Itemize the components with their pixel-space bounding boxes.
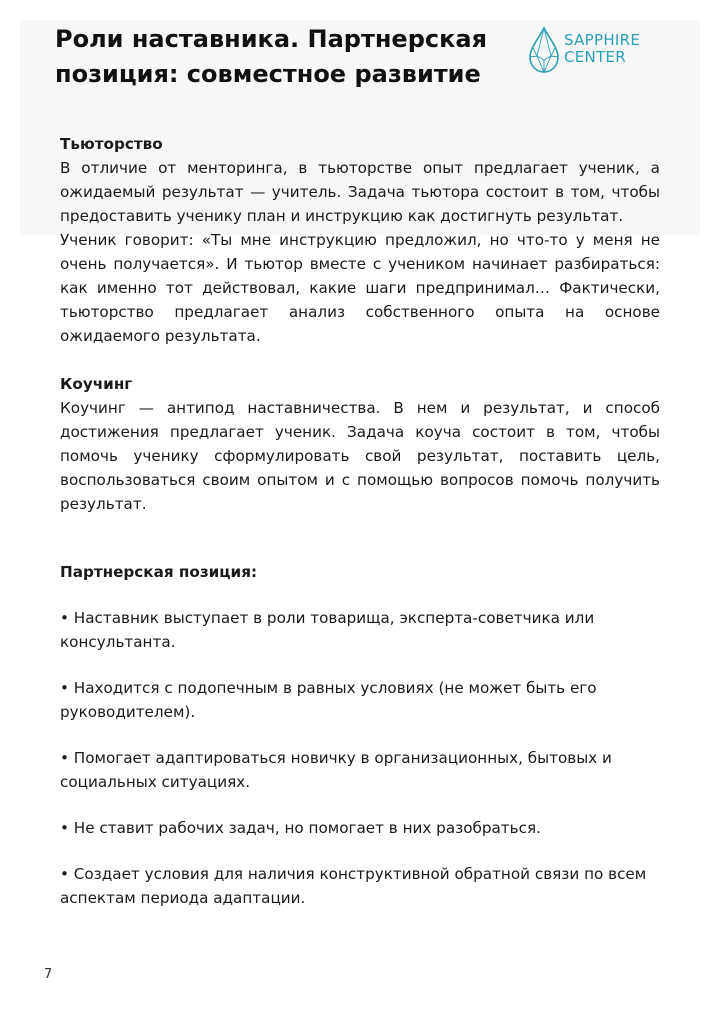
section-heading-partner: Партнерская позиция: xyxy=(60,563,258,581)
tutoring-paragraph-2: Ученик говорит: «Ты мне инструкцию предложил, но что-то у меня не очень получается». И тьютор вместе с учеником начинает разбираться: как именно тот действовал, какие шаги предпринимал… Фактически, тьюторство предлагает анализ собственного опыта на основе ожидаемого результата. xyxy=(60,231,660,345)
logo-line-2: CENTER xyxy=(564,48,627,66)
sapphire-drop-icon xyxy=(527,26,561,74)
tutoring-paragraph-1: В отличие от менторинга, в тьюторстве опыт предлагает ученик, а ожидаемый результат — учитель. Задача тьютора состоит в том, чтобы предоставить ученику план и инструкцию как достигнуть результат. xyxy=(60,159,660,225)
list-item: • Создает условия для наличия конструктивной обратной связи по всем аспектам периода адаптации. xyxy=(60,865,647,907)
logo-text xyxy=(564,32,640,66)
list-item: • Находится с подопечным в равных условиях (не может быть его руководителем). xyxy=(60,679,597,721)
page-title: Роли наставника. Партнерская позиция: совместное развитие xyxy=(55,25,488,88)
coaching-paragraph: Коучинг — антипод наставничества. В нем и результат, и способ достижения предлагает ученик. Задача коуча состоит в том, чтобы помочь ученику сформулировать свой результат, поставить цель, воспользоваться своим опытом и с помощью вопросов помочь получить результат. xyxy=(60,399,660,513)
partner-bullet-list xyxy=(60,606,660,910)
list-item: • Наставник выступает в роли товарища, эксперта-советчика или консультанта. xyxy=(60,609,595,651)
logo-line-1: SAPPHIRE xyxy=(564,31,641,49)
spacer xyxy=(60,516,660,560)
section-heading-tutoring: Тьюторство xyxy=(60,135,163,153)
sapphire-center-logo xyxy=(527,26,667,76)
page-number: 7 xyxy=(44,967,53,982)
main-content xyxy=(60,132,660,932)
section-heading-coaching: Коучинг xyxy=(60,375,133,393)
list-item: • Помогает адаптироваться новичку в организационных, бытовых и социальных ситуациях. xyxy=(60,749,612,791)
spacer xyxy=(60,584,660,606)
list-item: • Не ставит рабочих задач, но помогает в них разобраться. xyxy=(60,819,541,837)
spacer xyxy=(60,348,660,372)
